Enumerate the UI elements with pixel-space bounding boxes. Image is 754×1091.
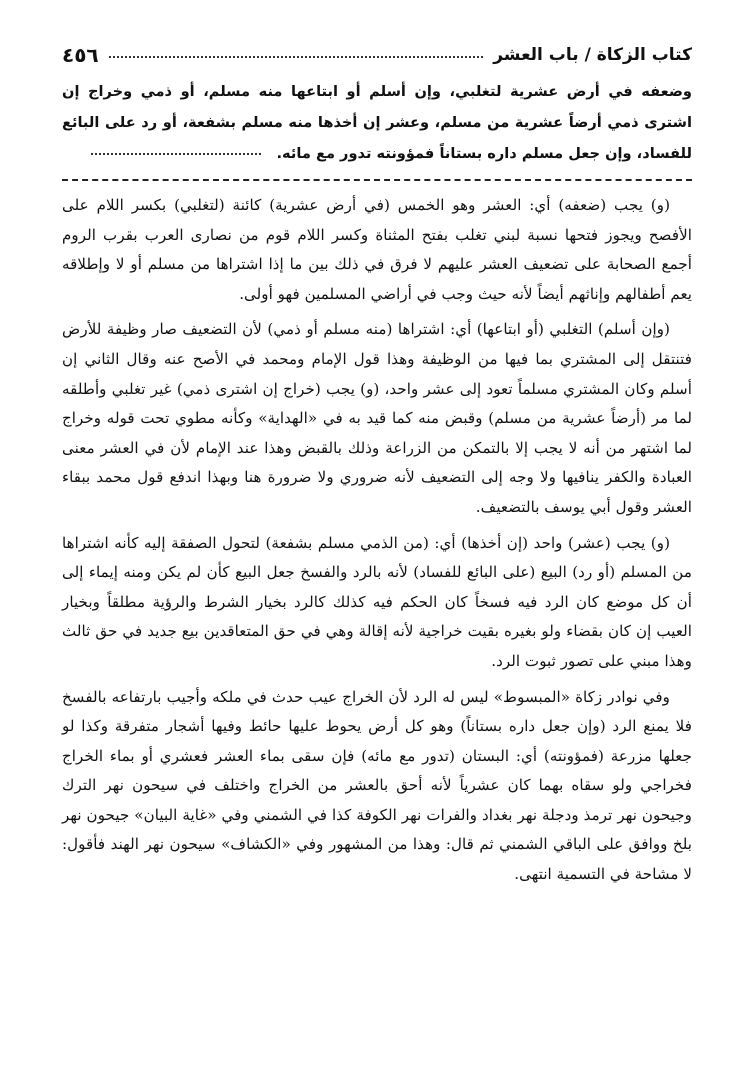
commentary-paragraph: (وإن أسلم) التغلبي (أو ابتاعها) أي: اشتراها (منه مسلم أو ذمي) لأن التضعيف صار وظيفة للأرض فتنتقل إلى المشتري بما فيها من الوظيفة وهذا قول الإمام ومحمد في الأصح عنه وقال الثاني إن أسلم وكان المشتري مسلماً تعود إلى عشر واحد، (و) يجب (خراج إن اشترى ذمي) غير تغلبي وأطلقه لما مر (أرضاً عشرية من مسلم) وقبض منه كما قيد به في «الهداية» وكأنه مطوي تحت قوله وخراج لما اشتهر من أنه لا يجب إلا بالتمكن من الزراعة وذلك بالقبض وهذا عند الإمام لأن في العشر معنى العبادة والكفر ينافيها ولا وجه إلى التضعيف لأنه ضروري ولا ضرورة هنا وبهذا اندفع قول محمد ببقاء العشر وقول أبي يوسف بالتضعيف. xyxy=(62,320,692,516)
matn-dotted-rule xyxy=(91,153,261,155)
matn-text: وضعفه في أرض عشرية لتغلبي، وإن أسلم أو ابتاعها منه مسلم، أو ذمي وخراج إن اشترى ذمي أرضاً عشرية من مسلم، وعشر إن أخذها منه مسلم بشفعة، أو رد على البائع للفساد، وإن جعل مسلم داره بستاناً فمؤونته تدور مع مائه. xyxy=(62,83,692,162)
commentary-block xyxy=(62,191,692,890)
running-title: كتاب الزكاة / باب العشر xyxy=(493,45,692,65)
book-page xyxy=(62,40,692,896)
commentary-paragraph: (و) يجب (عشر) واحد (إن أخذها) أي: (من الذمي مسلم بشفعة) لتحول الصفقة إليه كأنه اشتراها من المسلم (أو رد) البيع (على البائع للفساد) لأنه بالرد والفسخ جعل البيع كأن لم يكن ومنه إيماء إلى أن كل موضع كان الرد فيه فسخاً كان الحكم فيه كذلك كالرد بخيار الشرط والرؤية مطلقاً وبخيار العيب إن كان بقضاء ولو بغيره بقيت خراجية لأنه إقالة وهي في حق المتعاقدين بيع جديد في حق ثالث وهذا مبني على تصور ثبوت الرد. xyxy=(62,533,692,670)
commentary-paragraph: وفي نوادر زكاة «المبسوط» ليس له الرد لأن الخراج عيب حدث في ملكه وأجيب بارتفاعه بالفسخ فلا يمنع الرد (وإن جعل داره بستاناً) وهو كل أرض يحوط عليها حائط وفيها أشجار متفرقة وكذا لو جعلها مزرعة (فمؤونته) أي: البستان (تدور مع مائه) فإن سقى بماء العشر فعشري أو بماء الخراج فخراجي ولو سقاه بهما كان عشرياً لأنه أحق بالعشر من الخراج واختلف في سيحون نهر الترك وجيحون نهر ترمذ ودجلة نهر بغداد والفرات نهر الكوفة كذا في الشمني وفي «غاية البيان» جيحون نهر بلخ ووافق على الباقي الشمني ثم قال: وهذا من المشهور وفي «الكشاف» سيحون نهر الهند فأقول: لا مشاحة في التسمية انتهى. xyxy=(62,687,692,884)
page-header xyxy=(62,40,692,70)
matn-text-block xyxy=(62,76,692,169)
dashed-separator xyxy=(62,179,692,181)
page-number: ٤٥٦ xyxy=(62,43,99,67)
commentary-paragraph: (و) يجب (ضعفه) أي: العشر وهو الخمس (في أرض عشرية) كائنة (لتغلبي) بكسر اللام على الأفصح ويجوز فتحها نسبة لبني تغلب بفتح المثناة وكسر اللام قوم من نصارى العرب بقرب الروم أجمع الصحابة على تضعيف العشر عليهم لا فرق في ذلك بين ما إذا اشتراها من مسلم أو لا وإطلاقه يعم أطفالهم وإناثهم أيضاً لأنه حيث وجب في أراضي المسلمين فهو أولى. xyxy=(62,196,692,303)
header-dotted-rule xyxy=(109,56,484,58)
